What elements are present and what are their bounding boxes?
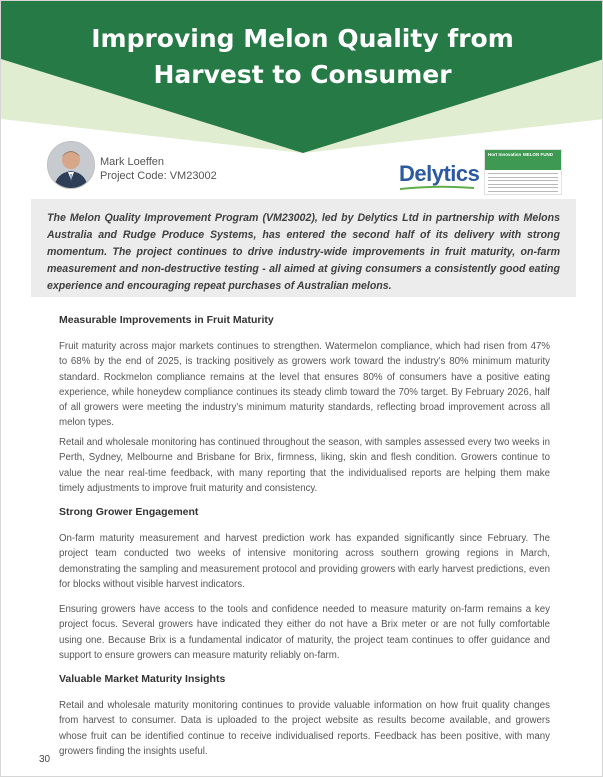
section-heading-insights: Valuable Market Maturity Insights (59, 673, 226, 685)
paragraph: On-farm maturity measurement and harvest prediction work has expanded significantly since February. The project team conducted two weeks of intensive monitoring across southern growing regions in March, demonstrating the sampling and measurement protocol and providing growers with early harvest predictions, even for blocks without visible harvest indicators. (59, 533, 550, 590)
author-name: Mark Loeffen (100, 156, 165, 168)
delytics-logo: Delytics (399, 161, 480, 186)
header-banner (1, 1, 603, 161)
author-row (1, 141, 603, 196)
hort-fine-print (488, 173, 558, 195)
paragraph: Retail and wholesale monitoring has continued throughout the season, with samples assessed every two weeks in Perth, Sydney, Melbourne and Brisbane for Brix, firmness, liking, skin and flesh condition. Growers continue to value the near real-time feedback, with many reporting that the individualised reports are helping them make timely adjustments to improve fruit maturity and consistency. (59, 437, 550, 494)
page-number: 30 (39, 754, 51, 765)
paragraph: Retail and wholesale maturity monitoring continues to provide valuable information on how fruit quality changes from harvest to consumer. Data is uploaded to the project website as results become available, and growers whose fruit can be identified continue to receive individualised reports. Feedback has been positive, with many growers finding the insights useful. (59, 700, 550, 757)
author-avatar (47, 141, 95, 189)
project-code: Project Code: VM23002 (100, 170, 217, 182)
hort-logo-band (485, 150, 561, 170)
paragraph: Fruit maturity across major markets continues to strengthen. Watermelon compliance, which had risen from 47% to 68% by the end of 2025, is tracking positively as growers work toward the industry’s 80% minimum maturity standard. Rockmelon compliance remains at the level that ensures 80% of consumers have a positive eating experience, while honeydew compliance continues its steady climb toward the 70% target. By February 2026, half of all growers were meeting the industry’s minimum maturity standards, reflecting broad improvement across all melon types. (59, 341, 550, 429)
delytics-swoosh-icon (398, 184, 476, 192)
hort-left-label: Hort Innovation (488, 152, 522, 157)
hort-innovation-logo (484, 149, 562, 195)
person-photo-icon (48, 142, 94, 188)
section-heading-maturity: Measurable Improvements in Fruit Maturity (59, 314, 274, 326)
section-heading-engagement: Strong Grower Engagement (59, 506, 199, 518)
paragraph: Ensuring growers have access to the tools and confidence needed to measure maturity on-farm remains a key project focus. Several growers have indicated they either do not have a Brix meter or are not fully comfortable using one. Because Brix is a fundamental indicator of maturity, the project team continues to offer guidance and support to ensure growers can measure maturity reliably on-farm. (59, 604, 550, 661)
intro-summary: The Melon Quality Improvement Program (VM23002), led by Delytics Ltd in partnership with Melons Australia and Rudge Produce Systems, has entered the second half of its delivery with strong momentum. The project continues to drive industry-wide improvements in fruit maturity, on-farm measurement and non-destructive testing - all aimed at giving consumers a consistently good eating experience and encouraging repeat purchases of Australian melons. (31, 199, 576, 297)
author-info (100, 155, 217, 183)
page-title: Improving Melon Quality from Harvest to Consumer (91, 24, 514, 89)
hort-right-label: MELON FUND (523, 152, 553, 157)
